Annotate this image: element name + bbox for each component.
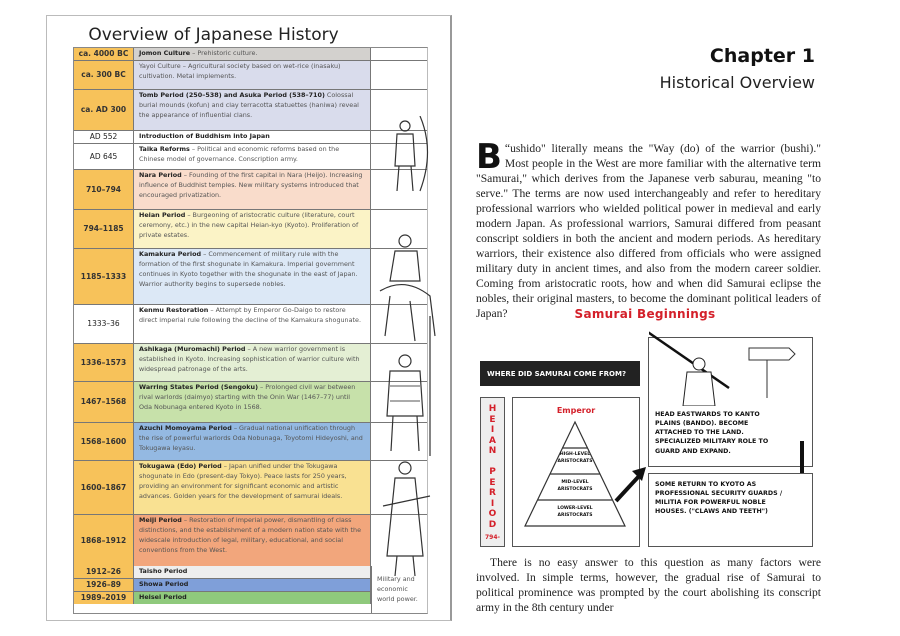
period-name: Ashikaga (Muromachi) Period bbox=[139, 344, 246, 353]
period-label-box bbox=[480, 397, 505, 547]
modern-note: Military and economic world power. bbox=[371, 566, 427, 613]
timeline-row bbox=[74, 592, 371, 605]
period-name: Meiji Period bbox=[139, 515, 182, 524]
period-date: 1333–36 bbox=[74, 305, 134, 343]
timeline-row bbox=[74, 579, 371, 592]
period-description bbox=[134, 515, 371, 566]
chapter-title: Historical Overview bbox=[659, 73, 815, 92]
period-date: 1185–1333 bbox=[74, 249, 134, 304]
period-description bbox=[134, 210, 371, 248]
period-description bbox=[134, 305, 371, 343]
period-date: AD 552 bbox=[74, 131, 134, 143]
period-description bbox=[134, 249, 371, 304]
period-name: Azuchi Momoyama Period bbox=[139, 423, 232, 432]
question-banner: WHERE DID SAMURAI COME FROM? bbox=[480, 361, 640, 386]
period-name: Tokugawa (Edo) Period bbox=[139, 461, 222, 470]
period-name: Taika Reforms bbox=[139, 144, 190, 153]
period-date: AD 645 bbox=[74, 144, 134, 169]
samurai-illustrations bbox=[375, 116, 445, 586]
period-text: – Restoration of imperial power, dismantling of class distinctions, and the establishment of a modern nation state with the widescale introduction of legal, military, educational, and social conventions from the West. bbox=[139, 515, 362, 554]
period-name: Jomon Culture bbox=[139, 49, 191, 57]
warrior-signpost-illustration bbox=[649, 326, 814, 406]
period-description bbox=[134, 61, 371, 89]
armored-samurai-icon bbox=[387, 316, 430, 456]
period-name: Heian Period bbox=[139, 210, 186, 219]
period-text: – Founding of the first capital in Nara (Heijo). Increasing influence of Buddhist temples. New military systems introduced that encouraged privatization. bbox=[139, 170, 363, 199]
period-name: Warring States Period (Sengoku) bbox=[139, 382, 259, 391]
period-date: 1336–1573 bbox=[74, 344, 134, 381]
period-text: Yayoi Culture – Agricultural society based on wet-rice (inasaku) cultivation. Metal implements. bbox=[139, 61, 341, 80]
period-date: 1989–2019 bbox=[74, 592, 134, 605]
period-text: – A new warrior government is established in Kyoto. Increasing sophistication of warrior culture with widespread patronage of the arts. bbox=[139, 344, 360, 373]
period-text: – Attempt by Emperor Go-Daigo to restore direct imperial rule following the decline of the Kamakura shogunate. bbox=[139, 305, 361, 324]
tier-mid: MID-LEVEL ARISTOCRATS bbox=[557, 480, 593, 492]
period-name: Taisho Period bbox=[134, 566, 371, 578]
timeline-row bbox=[74, 48, 427, 61]
period-description bbox=[134, 382, 371, 422]
period-text: – Prolonged civil war between rival warlords (daimyo) starting with the Onin War (1467–77) until Oda Nobunaga entered Kyoto in 1568. bbox=[139, 382, 356, 411]
comic-panel bbox=[480, 327, 815, 549]
section-title: Samurai Beginnings bbox=[574, 307, 716, 321]
kanto-panel bbox=[648, 337, 813, 467]
period-date: 1868–1912 bbox=[74, 515, 134, 566]
edo-samurai-icon bbox=[383, 462, 430, 576]
period-description bbox=[134, 90, 371, 130]
period-text: – Commencement of military rule with the formation of the first shogunate in Kamakura. Imperial government continues in Kyoto together with the shogunate in the east of Japan. Warrior authority begins to supersede nobles. bbox=[139, 249, 358, 288]
period-date: 1926–89 bbox=[74, 579, 134, 591]
period-description bbox=[134, 344, 371, 381]
period-date: ca. AD 300 bbox=[74, 90, 134, 130]
tier-lower: LOWER-LEVEL ARISTOCRATS bbox=[557, 506, 593, 518]
intro-paragraph: “ B ushido" literally means the "Way (do) of the warrior (bushi)." Most people in the West are more familiar with the alternative term "Samurai," which derives from the Japanese verb saburau, meaning "to serve." The terms are now used interchangeably and refer to hereditary professional warriors who wielded political power in medieval and early modern Japan. As professional warriors, Samurai differed from peasant conscript soldiers in both the ancient and modern periods. As hereditary warriors, their existence also differed from officials who were assigned military duty in ancient times, and also from the modern career soldier. Coming from aristocratic roots, how and when did Samurai eclipse the nobles, their original masters, to become the dominant political leaders of Japan? bbox=[476, 137, 821, 320]
period-text: – Prehistoric culture. bbox=[190, 49, 258, 57]
period-date: 1600–1867 bbox=[74, 461, 134, 514]
vertical-period-label: H E I A N P E R I O D bbox=[488, 404, 497, 530]
kyoto-caption: SOME RETURN TO KYOTO AS PROFESSIONAL SECURITY GUARDS / MILITIA FOR POWERFUL NOBLE HOUSES. ("CLAWS AND TEETH") bbox=[655, 481, 783, 516]
tier-high: HIGH-LEVEL ARISTOCRATS bbox=[557, 452, 593, 464]
period-text: – Burgeoning of aristocratic culture (literature, court ceremony, etc.) in the new capital Heian-kyo (Kyoto). Proliferation of private estates. bbox=[139, 210, 359, 239]
period-description bbox=[134, 170, 371, 209]
period-text: – Gradual national unification through the rise of powerful warlords Oda Nobunaga, Toyotomi Hideyoshi, and Tokugawa Ieyasu. bbox=[139, 423, 363, 452]
period-name: Heisei Period bbox=[134, 592, 371, 605]
period-text: – Japan unified under the Tokugawa shogunate in Edo (present-day Tokyo). Peace lasts for 250 years, providing an environment for significant economic and artistic advances. Golden years for the development of samurai ideals. bbox=[139, 461, 347, 500]
period-date: 1912–26 bbox=[74, 566, 134, 578]
drop-cap: B bbox=[476, 137, 502, 177]
left-page bbox=[46, 15, 452, 621]
period-date: 794–1185 bbox=[74, 210, 134, 248]
period-description bbox=[134, 131, 371, 143]
timeline-row bbox=[74, 61, 427, 90]
period-name: Showa Period bbox=[134, 579, 371, 591]
period-description bbox=[134, 461, 371, 514]
period-description bbox=[134, 423, 371, 460]
kanto-caption: HEAD EASTWARDS TO KANTO PLAINS (BANDO). BECOME ATTACHED TO THE LAND. SPECIALIZED MILITARY ROLE TO GUARD AND EXPAND. bbox=[655, 411, 769, 455]
period-text: Colossal burial mounds (kofun) and clay terracotta statuettes (haniwa) reveal the appearance of influential clans. bbox=[139, 90, 359, 119]
period-date: 1568–1600 bbox=[74, 423, 134, 460]
intro-text: ushido" literally means the "Way (do) of the warrior (bushi)." Most people in the West are more familiar with the alternative term "Samurai," which derives from the Japanese verb saburau, meaning "to serve." The terms are now used interchangeably and refer to hereditary professional warriors who wielded political power in medieval and early modern Japan. As professional warriors, Samurai differed from peasant conscript soldiers in both the ancient and modern periods. As hereditary warriors, their existence also differed from officials who were assigned military duty in ancient times, and also from the modern career soldier. Coming from aristocratic roots, how and when did Samurai eclipse the nobles, their original masters, to become the dominant political leaders of Japan? bbox=[476, 142, 821, 320]
kyoto-panel bbox=[648, 473, 813, 547]
period-name: Tomb Period (250–538) and Asuka Period (538–710) bbox=[139, 90, 325, 99]
timeline-row bbox=[74, 566, 371, 579]
period-date: ca. 4000 BC bbox=[74, 48, 134, 60]
period-date: 710–794 bbox=[74, 170, 134, 209]
period-text: – Political and economic reforms based on the Chinese model of governance. Conscription army. bbox=[139, 144, 340, 163]
period-start-date: 794- bbox=[484, 534, 500, 541]
period-date: ca. 300 BC bbox=[74, 61, 134, 89]
period-name: Introduction of Buddhism into Japan bbox=[139, 131, 270, 140]
period-date: 1467–1568 bbox=[74, 382, 134, 422]
period-name: Kamakura Period bbox=[139, 249, 202, 258]
period-name: Nara Period bbox=[139, 170, 182, 179]
arrow-up-right-icon bbox=[612, 465, 648, 505]
second-paragraph: There is no easy answer to this question as many factors were involved. In simple terms, however, the gradual rise of Samurai to political prominence was prompted by the court abolishing its conscript army in the 8th century under bbox=[476, 556, 821, 614]
chapter-number: Chapter 1 bbox=[709, 45, 815, 67]
page-title: Overview of Japanese History bbox=[88, 25, 339, 45]
period-description bbox=[134, 144, 371, 169]
mounted-warrior-icon bbox=[380, 235, 435, 341]
period-name: Kenmu Restoration bbox=[139, 305, 209, 314]
period-description bbox=[134, 48, 371, 60]
pyramid-apex-label: Emperor bbox=[556, 406, 596, 415]
archer-figure-icon bbox=[395, 116, 428, 191]
right-page bbox=[452, 15, 880, 621]
